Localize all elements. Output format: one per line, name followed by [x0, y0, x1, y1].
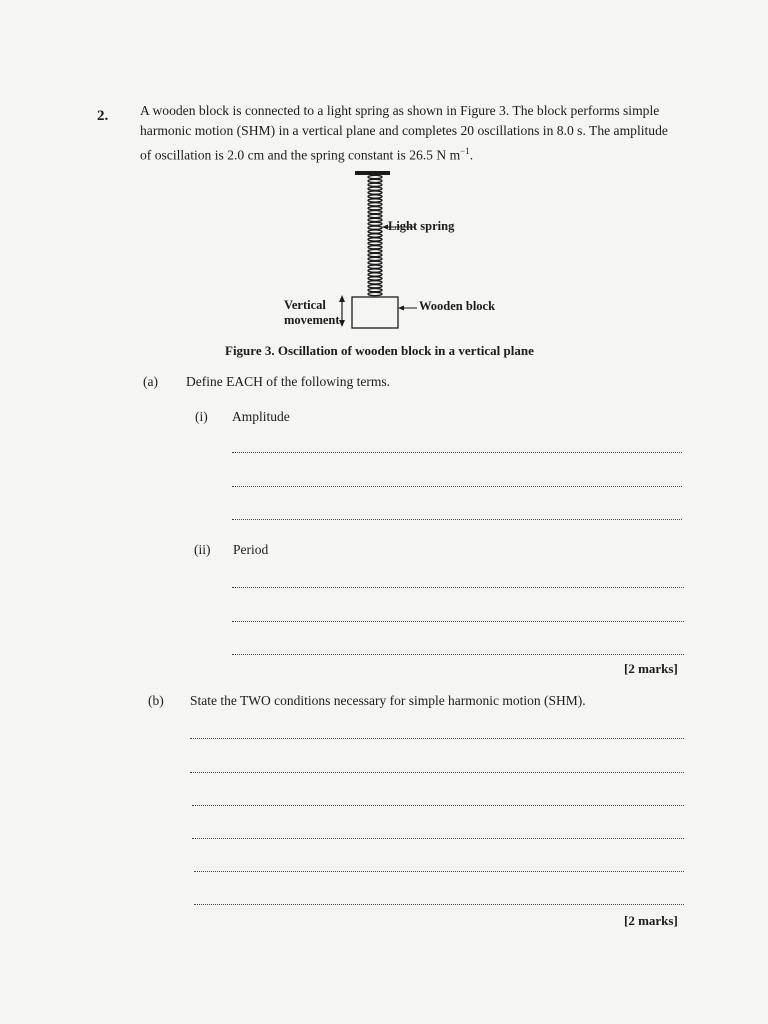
spring-coil: [368, 222, 382, 225]
intro-line-3-end: .: [469, 147, 474, 163]
spring-coil: [368, 261, 382, 264]
figure-3-diagram: [0, 0, 768, 360]
ceiling-support: [355, 171, 390, 175]
spring-coil: [368, 207, 382, 210]
spring-coil: [368, 250, 382, 253]
wooden-block: [352, 297, 398, 328]
part-a-text: Define EACH of the following terms.: [186, 374, 390, 389]
spring-coil: [368, 289, 382, 292]
intro-line-3-text: of oscillation is 2.0 cm and the spring constant is 26.5 N m: [140, 147, 461, 163]
part-b-text: State the TWO conditions necessary for simple harmonic motion (SHM).: [190, 693, 586, 708]
spring-coil: [368, 285, 382, 288]
spring-coil: [368, 175, 382, 178]
spring-coil: [368, 187, 382, 190]
answer-line[interactable]: [194, 904, 684, 905]
answer-line[interactable]: [194, 871, 684, 872]
vertical-movement-label: [284, 298, 340, 328]
intro-line-1: A wooden block is connected to a light spring as shown in Figure 3. The block performs simple: [140, 103, 660, 118]
part-a-marks: [2 marks]: [624, 661, 678, 676]
answer-line[interactable]: [232, 519, 682, 520]
answer-line[interactable]: [192, 838, 684, 839]
answer-line[interactable]: [232, 486, 682, 487]
vertical-arrowhead-up: [339, 295, 345, 302]
spring-coil: [368, 214, 382, 217]
spring-coil: [368, 234, 382, 237]
spring-coil: [368, 191, 382, 194]
part-a-i-label: (i): [195, 409, 208, 424]
part-b-marks: [2 marks]: [624, 913, 678, 928]
spring-coil: [368, 242, 382, 245]
spring-coil: [368, 277, 382, 280]
spring-coil: [368, 230, 382, 233]
question-number: 2.: [97, 108, 109, 124]
vertical-label-line-1: Vertical: [284, 298, 326, 312]
spring-coil: [368, 253, 382, 256]
block-label-arrowhead: [398, 306, 404, 311]
spring-coil: [368, 183, 382, 186]
answer-line[interactable]: [192, 805, 684, 806]
spring-coil: [368, 203, 382, 206]
answer-line[interactable]: [232, 654, 684, 655]
answer-line[interactable]: [232, 587, 684, 588]
spring-coil: [368, 195, 382, 198]
spring-coil: [368, 211, 382, 214]
spring-coil: [368, 281, 382, 284]
unit-superscript: −1: [460, 146, 470, 156]
part-b-label: (b): [148, 693, 164, 708]
part-a-ii-label: (ii): [194, 542, 211, 557]
spring-coil: [368, 218, 382, 221]
intro-line-2: harmonic motion (SHM) in a vertical plane and completes 20 oscillations in 8.0 s. The amplitude: [140, 123, 668, 138]
part-a-i-text: Amplitude: [232, 409, 290, 424]
part-a-label: (a): [143, 374, 158, 389]
spring-coil: [368, 292, 382, 295]
vertical-label-line-2: movement: [284, 313, 340, 327]
answer-line[interactable]: [232, 452, 682, 453]
answer-line[interactable]: [190, 772, 684, 773]
spring-coil: [368, 257, 382, 260]
spring-coil: [368, 199, 382, 202]
wooden-block-label: Wooden block: [419, 299, 496, 313]
answer-line[interactable]: [232, 621, 684, 622]
figure-caption: Figure 3. Oscillation of wooden block in a vertical plane: [225, 343, 534, 358]
spring-coil: [368, 179, 382, 182]
spring-coil: [368, 238, 382, 241]
spring-coil: [368, 265, 382, 268]
light-spring-label: Light spring: [388, 219, 455, 233]
spring-coils: [368, 175, 382, 295]
part-a-ii-text: Period: [233, 542, 269, 557]
spring-coil: [368, 269, 382, 272]
spring-coil: [368, 246, 382, 249]
answer-line[interactable]: [190, 738, 684, 739]
spring-coil: [368, 273, 382, 276]
spring-coil: [368, 226, 382, 229]
